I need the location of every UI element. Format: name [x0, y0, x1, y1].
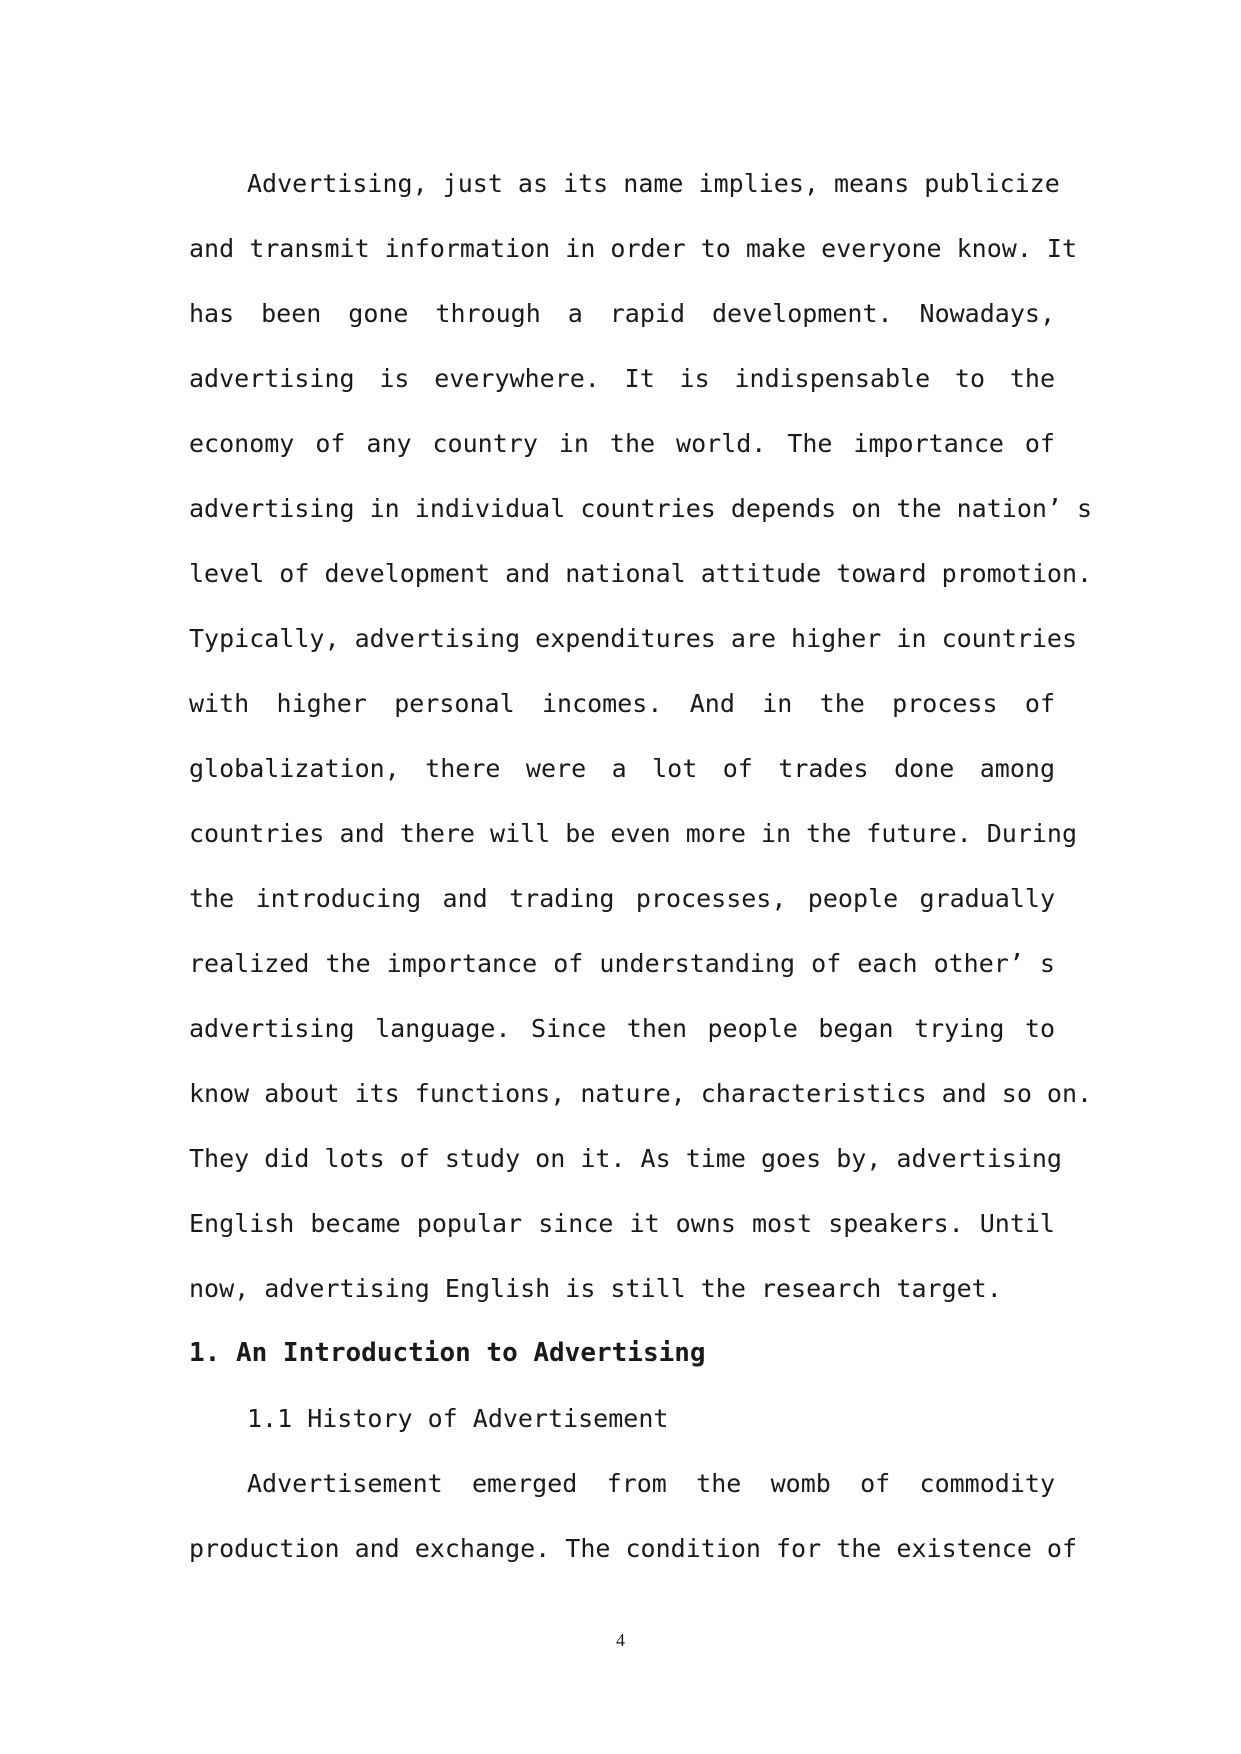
paragraph-line: know about its functions, nature, characteristics and so on. — [189, 1079, 1093, 1108]
subsection-heading: 1.1 History of Advertisement — [247, 1404, 669, 1433]
paragraph-line: economy of any country in the world. The importance of — [189, 429, 1055, 458]
page-body — [189, 151, 1093, 1581]
paragraph-line: with higher personal incomes. And in the process of — [189, 689, 1055, 718]
paragraph-line: Advertising, just as its name implies, means publicize — [247, 169, 1060, 198]
paragraph-line: advertising in individual countries depends on the nation’ s — [189, 494, 1093, 523]
paragraph-line: advertising language. Since then people began trying to — [189, 1014, 1055, 1043]
paragraph-line: advertising is everywhere. It is indispensable to the — [189, 364, 1055, 393]
paragraph-advertisement-history — [189, 1451, 1078, 1581]
paragraph-line: the introducing and trading processes, people gradually — [189, 884, 1055, 913]
paragraph-line: Advertisement emerged from the womb of commodity — [247, 1469, 1055, 1498]
paragraph-line: Typically, advertising expenditures are higher in countries — [189, 624, 1078, 653]
paragraph-advertising-intro — [189, 151, 1093, 1321]
paragraph-line: They did lots of study on it. As time goes by, advertising — [189, 1144, 1062, 1173]
section-heading: 1. An Introduction to Advertising — [189, 1338, 706, 1368]
paragraph-line: English became popular since it owns most speakers. Until — [189, 1209, 1055, 1238]
paragraph-line: production and exchange. The condition for the existence of — [189, 1534, 1078, 1563]
paragraph-line: level of development and national attitude toward promotion. — [189, 559, 1093, 588]
paragraph-line: and transmit information in order to make everyone know. It — [189, 234, 1078, 263]
paragraph-line: globalization, there were a lot of trades done among — [189, 754, 1055, 783]
paragraph-line: has been gone through a rapid development. Nowadays, — [189, 299, 1055, 328]
paragraph-line-last: now, advertising English is still the research target. — [189, 1274, 1002, 1303]
paragraph-line: realized the importance of understanding of each other’ s — [189, 949, 1055, 978]
paragraph-line: countries and there will be even more in the future. During — [189, 819, 1078, 848]
page-number: 4 — [616, 1630, 625, 1650]
